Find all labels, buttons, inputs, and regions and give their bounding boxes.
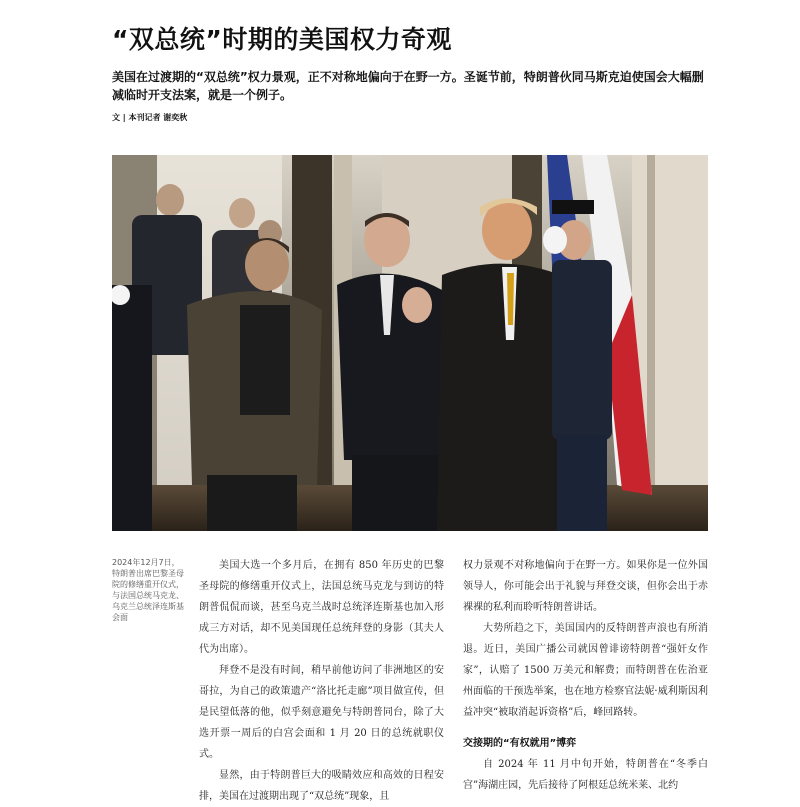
article-title: “双总统”时期的美国权力奇观 bbox=[112, 25, 452, 54]
paragraph: 大势所趋之下，美国国内的反特朗普声浪也有所消退。近日，美国广播公司就因曾诽谤特朗普“强奸女作家”，认赔了 1500 万美元和解费；而特朗普在佐治亚州面临的干预选举案，也在地方检察官法妮·威利斯因利益冲突“被取消起诉资格”后，峰回路转。 bbox=[463, 623, 708, 718]
article-lead: 美国在过渡期的“双总统”权力景观，正不对称地偏向于在野一方。圣诞节前，特朗普伙同马斯克迫使国会大幅删减临时开支法案，就是一个例子。 bbox=[112, 70, 704, 102]
paragraph: 自 2024 年 11 月中旬开始，特朗普在“冬季白宫”海湖庄园，先后接待了阿根廷总统米莱、北约 bbox=[463, 759, 708, 791]
article-photo bbox=[112, 155, 708, 531]
photo-caption: 2024年12月7日，特朗普出席巴黎圣母院的修缮重开仪式，与法国总统马克龙、乌克兰总统泽连斯基会面 bbox=[112, 558, 184, 622]
body-column-2 bbox=[463, 555, 708, 796]
paragraph: 权力景观不对称地偏向于在野一方。如果你是一位外国领导人，你可能会出于礼貌与拜登交谈，但你会出于赤裸裸的私利而聆听特朗普讲话。 bbox=[463, 560, 708, 613]
section-subhead: 交接期的“有权就用”博弈 bbox=[463, 738, 577, 749]
photo-illustration bbox=[112, 155, 708, 531]
paragraph: 显然，由于特朗普巨大的吸睛效应和高效的日程安排，美国在过渡期出现了“双总统”现象，且 bbox=[199, 770, 444, 802]
paragraph: 美国大选一个多月后，在拥有 850 年历史的巴黎圣母院的修缮重开仪式上，法国总统马克龙与到访的特朗普侃侃而谈，甚至乌克兰战时总统泽连斯基也加入形成三方对话，却不见美国现任总统拜登的身影（其夫人代为出席）。 bbox=[199, 560, 444, 655]
paragraph: 拜登不是没有时间，稍早前他访问了非洲地区的安哥拉，为自己的政策遗产“洛比托走廊”项目做宣传，但是民望低落的他，似乎刻意避免与特朗普同台，除了大选开票一周后的白宫会面和 1 月 20 日的总统就职仪式。 bbox=[199, 665, 444, 760]
byline: 文 | 本刊记者 谢奕秋 bbox=[112, 113, 188, 122]
body-column-1 bbox=[199, 555, 444, 807]
